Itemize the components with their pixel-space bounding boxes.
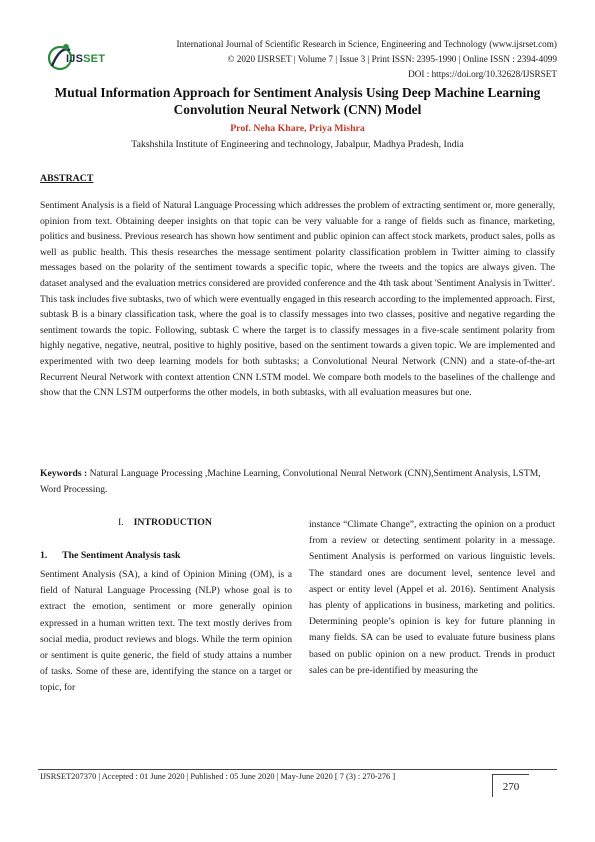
keywords-text: Natural Language Processing ,Machine Learning, Convolutional Neural Network (CNN),Sentiment Analysis, LSTM, Word Processing.: [40, 468, 541, 495]
logo-text-accent: SET: [83, 53, 106, 65]
paper-authors: Prof. Neha Khare, Priya Mishra: [230, 123, 365, 134]
footer-rule: [38, 769, 557, 770]
section-title: INTRODUCTION: [133, 517, 212, 528]
keywords: [40, 466, 555, 497]
subsection-heading: [40, 550, 180, 561]
abstract-heading: ABSTRACT: [40, 173, 94, 184]
paper-title: Mutual Information Approach for Sentiment Analysis Using Deep Machine Learning Convolution Neural Network (CNN) Model: [54, 85, 541, 117]
section-heading: [40, 517, 290, 528]
page-number: 270: [492, 774, 529, 797]
journal-logo: [46, 38, 124, 78]
paper-affiliation: Takshshila Institute of Engineering and technology, Jabalpur, Madhya Pradesh, India: [131, 139, 464, 150]
subsection-number: 1.: [40, 550, 48, 561]
abstract-body: Sentiment Analysis is a field of Natural Language Processing which addresses the problem of extracting sentiment or, more generally, opinion from text. Obtaining deeper insights on that topic can be very valuable for a range of fields such as finance, marketing, politics and business. Previous research has shown how sentiment and public opinion can affect stock markets, product sales, polls as well as public health. This thesis researches the message sentiment polarity classification problem in Twitter aiming to classify messages based on the polarity of the sentiment towards a specific topic, where the tweets and the topics are always given. The dataset analysed and the evaluation metrics considered are provided conference and the 4th task about 'Sentiment Analysis in Twitter'. This task includes five subtasks, two of which were eventually engaged in this research according to the implemented approach. First, subtask B is a binary classification task, where the goal is to classify messages into two classes, positive and negative regarding the sentiment towards the topic. Following, subtask C where the target is to classify messages in a five-scale sentiment polarity from highly negative, negative, neutral, positive to highly positive, based on the sentiment towards a given topic. We are implemented and experimented with two deep learning models for both subtasks; a Convolutional Neural Network (CNN) and a state-of-the-art Recurrent Neural Network with context attention CNN LSTM model. We compare both models to the baselines of the challenge and show that the CNN LSTM outperforms the other models, in both subtasks, with all evaluation measures but one.: [40, 200, 555, 399]
right-column-text: instance “Climate Change”, extracting the opinion on a product from a review or detecting sentiment polarity in a message. Sentiment Analysis is performed on various linguistic levels. The standard ones are document level, sentence level and aspect or entity level (Appel et al. 2016). Sentiment Analysis has plenty of applications in business, marketing and politics. Determining people’s opinion is key for future planning in many fields. SA can be used to evaluate future business plans based on public opinion on a new product. Trends in product sales can be pre-identified by measuring the: [309, 519, 555, 676]
doi-line[interactable]: DOI : https://doi.org/10.32628/IJSRSET: [408, 69, 557, 79]
journal-line: International Journal of Scientific Research in Science, Engineering and Technology (www.ijsrset.com): [176, 39, 557, 49]
logo-text: [66, 53, 105, 65]
footer-citation: IJSRSET207370 | Accepted : 01 June 2020 | Published : 05 June 2020 | May-June 2020 [ 7 (3) : 270-276 ]: [40, 772, 396, 781]
logo-text-main: IJS: [66, 53, 84, 65]
issn-line: © 2020 IJSRSET | Volume 7 | Issue 3 | Print ISSN: 2395-1990 | Online ISSN : 2394-4099: [227, 54, 557, 64]
left-column-text: Sentiment Analysis (SA), a kind of Opinion Mining (OM), is a field of Natural Language Processing (NLP) whose goal is to extract the emotion, sentiment or more generally opinion expressed in a human written text. The text mostly derives from social media, product reviews and blogs. While the term opinion or sentiment is quite generic, the field of study attains a number of tasks. Some of these are, identifying the stance on a target or topic, for: [40, 569, 292, 694]
subsection-title: The Sentiment Analysis task: [62, 550, 181, 561]
keywords-label: Keywords :: [40, 468, 88, 479]
section-number: I.: [118, 517, 124, 528]
